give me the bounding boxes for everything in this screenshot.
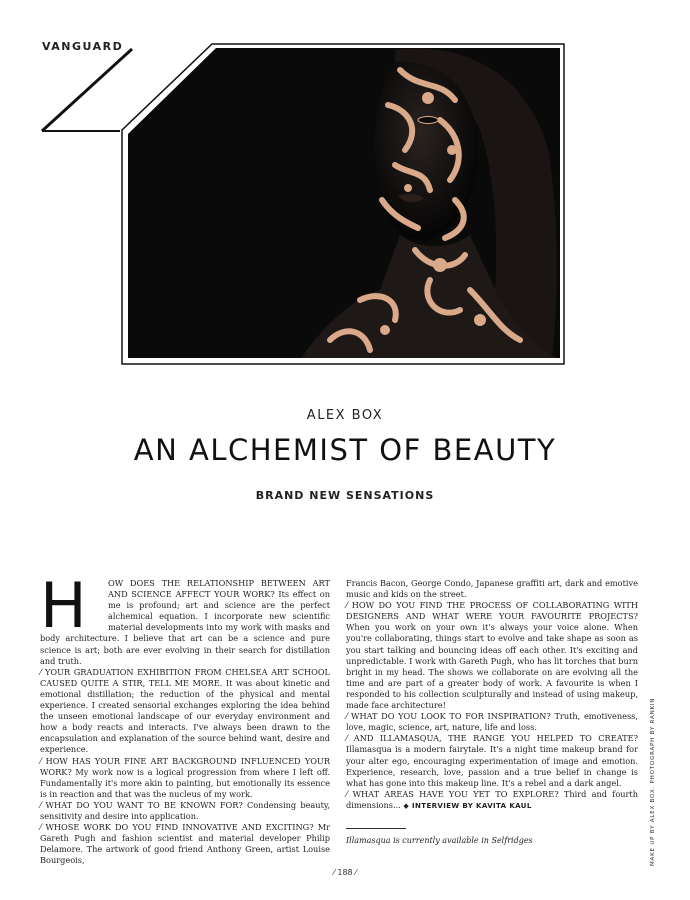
page-number: ⁄ 188 ⁄ [333,868,357,877]
note-divider [346,828,406,829]
article-subtitle: BRAND NEW SENSATIONS [255,489,435,502]
eye [418,117,438,124]
paragraph-innovative: ⁄ WHOSE WORK DO YOU FIND INNOVATIVE AND EXCITING? Mr Gareth Pugh and fashion scientist and material developer Philip Delamore. The artwork of good friend Anthony Green, artist Louise Bourgeois, [40,822,330,866]
article-title: AN ALCHEMIST OF BEAUTY [133,433,557,467]
portrait-photo [120,40,570,370]
paragraph-graduation: ⁄ YOUR GRADUATION EXHIBITION FROM CHELSEA ART SCHOOL CAUSED QUITE A STIR, TELL ME MORE. It was about kinetic and emotional distillation; the reduction of the physical and mental experience. I created sensorial exchanges exploring the idea behind the unseen emotional landscape of our everyday environment and how a body reacts and interacts. I've always been drawn to the encapsulation and explanation of the source behind want, desire and experience. [40,666,330,755]
credit-text: MAKE UP BY ALEX BOX. PHOTOGRAPH BY RANKIN [650,697,656,866]
paragraph-explore [346,789,638,812]
availability-note: Illamasqua is currently available in Selfridges [346,835,533,845]
intro-paragraph: OW DOES THE RELATIONSHIP BETWEEN ART AND SCIENCE AFFECT YOUR WORK? Its effect on me is profound; art and science are the perfect alchemical equation. I incorporate new scientific material developments into my work with masks and body architecture. I believe that art can be a science and pure science is art; both are ever evolving in their search for distillation and truth. [40,578,330,666]
byline: ◆ INTERVIEW BY KAVITA KAUL [403,801,532,810]
subject-name: ALEX BOX [306,408,384,423]
photo-credit [650,697,658,866]
paragraph-continuation: Francis Bacon, George Condo, Japanese graffiti art, dark and emotive music and kids on the street. [346,578,638,600]
explore-text: ⁄ WHAT AREAS HAVE YOU YET TO EXPLORE? Third and fourth dimensions... [346,788,638,810]
text-column-right [346,578,638,846]
diagonal-rule [42,49,132,131]
text-column-left [40,569,330,866]
paragraph-inspiration: ⁄ WHAT DO YOU LOOK TO FOR INSPIRATION? Truth, emotiveness, love, magic, science, art, nature, life and loss. [346,711,638,733]
section-label: VANGUARD [42,40,124,53]
drop-cap: H [40,569,87,642]
paragraph-collaborating: ⁄ HOW DO YOU FIND THE PROCESS OF COLLABORATING WITH DESIGNERS AND WHAT WERE YOUR FAVOURITE PROJECTS? When you work on your own it's always your voice alone. When you're collaborating, things start to evolve and take shape as soon as you start talking and bouncing ideas off each other. It's exciting and unpredictable. I work with Gareth Pugh, who has lit torches that burn bright in my head. The shows we collaborate on are evolving all the time and are part of a greater body of work. A favourite is when I responded to his collection sculpturally and instead of using makeup, made face architecture! [346,600,638,711]
paragraph-illamasqua: ⁄ AND ILLAMASQUA, THE RANGE YOU HELPED TO CREATE? Illamasqua is a modern fairytale. It's a night time makeup brand for your alter ego, encouraging experimentation of image and emotion. Experience, research, love, passion and a true belief in change is what has gone into this makeup line. It's a rebel and a dark angel. [346,733,638,788]
paragraph-fine-art: ⁄ HOW HAS YOUR FINE ART BACKGROUND INFLUENCED YOUR WORK? My work now is a logical progression from where I left off. Fundamentally it's more akin to painting, but emotionally its essence is in reaction and that was the nucleus of my work. [40,755,330,799]
paragraph-known-for: ⁄ WHAT DO YOU WANT TO BE KNOWN FOR? Condensing beauty, sensitivity and desire into application. [40,799,330,821]
photo-frame [0,0,690,380]
